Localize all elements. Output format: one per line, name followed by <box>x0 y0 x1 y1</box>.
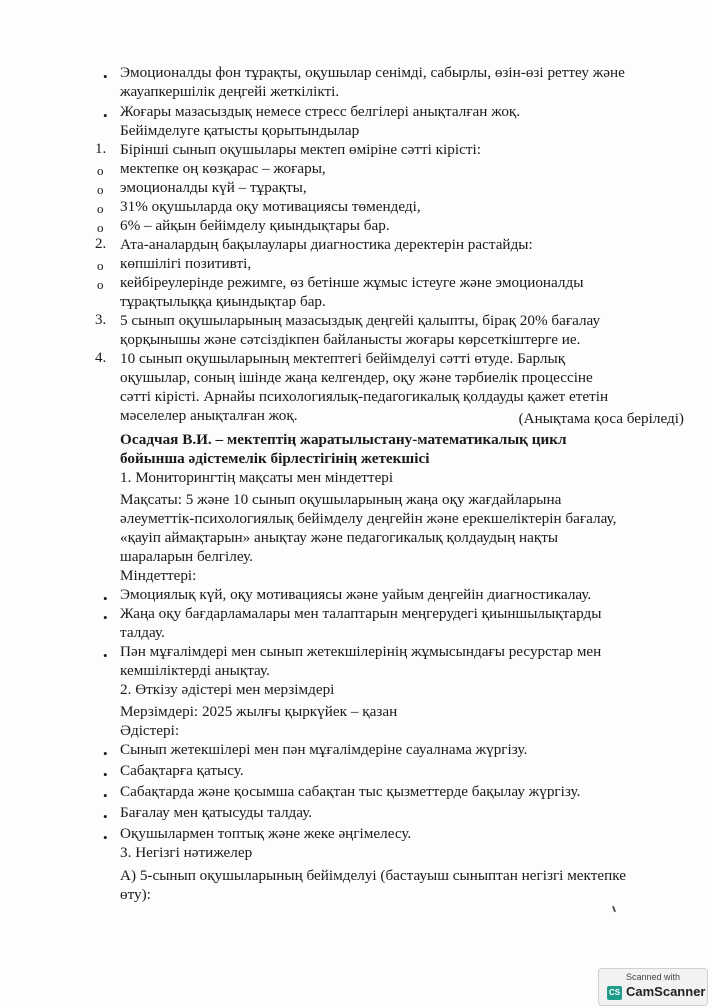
circle-marker: o <box>97 163 104 178</box>
text-line: Пән мұғалімдері мен сынып жетекшілерінің жұмысындағы ресурстар мен <box>120 643 602 660</box>
circle-marker: o <box>97 258 104 273</box>
bullet-marker: • <box>103 830 108 845</box>
camscanner-logo-icon: CS <box>607 986 622 1000</box>
text-line: тұрақтылыққа қиындықтар бар. <box>120 293 326 310</box>
text-line: оқушылар, соның ішінде жаңа келгендер, оқу және тәрбиелік процессіне <box>120 369 593 386</box>
text-line: Сабақтарға қатысу. <box>120 762 244 779</box>
list-number: 1. <box>95 141 107 157</box>
text-line: Мақсаты: 5 және 10 сынып оқушыларының жаңа оқу жағдайларына <box>120 491 562 508</box>
text-line: А) 5-сынып оқушыларының бейімделуі (бастауыш сыныптан негізгі мектепке <box>120 867 626 884</box>
text-line: мектепке оң көзқарас – жоғары, <box>120 160 326 177</box>
text-line: сәтті кірісті. Арнайы психологиялық-педагогикалық қолдауды қажет ететін <box>120 388 609 405</box>
bullet-marker: • <box>103 767 108 782</box>
watermark-brand: CamScanner <box>626 984 706 999</box>
text-line: Бағалау мен қатысуды талдау. <box>120 804 313 821</box>
text-line: Эмоциялық күй, оқу мотивациясы және уайым деңгейін диагностикалау. <box>120 586 592 603</box>
text-line: қорқынышы және сәтсіздікпен байланысты жоғары көрсеткіштерге ие. <box>120 331 581 348</box>
circle-marker: o <box>97 220 104 235</box>
text-line: эмоционалды күй – тұрақты, <box>120 179 307 196</box>
bullet-marker: • <box>103 648 108 663</box>
attachment-note: (Анықтама қоса беріледі) <box>518 410 684 427</box>
text-line: талдау. <box>120 624 165 641</box>
section-heading: Бейімделуге қатысты қорытындылар <box>120 122 360 139</box>
text-line: кейбіреулерінде режимге, өз бетінше жұмыс істеуге және эмоционалды <box>120 274 584 291</box>
bullet-marker: • <box>103 788 108 803</box>
bullet-marker: • <box>103 610 108 625</box>
circle-marker: o <box>97 182 104 197</box>
text-line: Эмоционалды фон тұрақты, оқушылар сенімді, сабырлы, өзін-өзі реттеу және <box>120 64 625 81</box>
list-number: 4. <box>95 350 107 366</box>
camscanner-watermark <box>598 968 708 1006</box>
list-number: 3. <box>95 312 107 328</box>
text-line: 31% оқушыларда оқу мотивациясы төмендеді, <box>120 198 421 215</box>
text-line: 5 сынып оқушыларының мазасыздық деңгейі қалыпты, бірақ 20% бағалау <box>120 312 601 329</box>
text-line: шараларын белгілеу. <box>120 548 254 565</box>
text-line: Бірінші сынып оқушылары мектеп өміріне сәтті кірісті: <box>120 141 481 158</box>
text-line: Оқушылармен топтық және жеке әңгімелесу. <box>120 825 412 842</box>
text-line: жауапкершілік деңгейі жеткілікті. <box>120 83 340 100</box>
text-line: 6% – айқын бейімделу қиындықтары бар. <box>120 217 390 234</box>
author-heading: Осадчая В.И. – мектептің жаратылыстану-математикалық цикл <box>120 431 567 448</box>
section-heading: 2. Өткізу әдістері мен мерзімдері <box>120 681 335 698</box>
text-line: Ата-аналардың бақылаулары диагностика деректерін растайды: <box>120 236 533 253</box>
author-heading: бойынша әдістемелік бірлестігінің жетекшісі <box>120 450 430 467</box>
text-line: Жаңа оқу бағдарламалары мен талаптарын меңгерудегі қиыншылықтарды <box>120 605 602 622</box>
section-heading: 1. Мониторингтің мақсаты мен міндеттері <box>120 469 394 486</box>
text-line: әлеуметтік-психологиялық бейімделу деңгейін және ерекшеліктерін бағалау, <box>120 510 617 527</box>
text-line: Сынып жетекшілері мен пән мұғалімдеріне сауалнама жүргізу. <box>120 741 528 758</box>
section-heading: 3. Негізгі нәтижелер <box>120 844 253 861</box>
bullet-marker: • <box>103 591 108 606</box>
text-line: мәселелер анықталған жоқ. <box>120 407 298 424</box>
text-line: Сабақтарда және қосымша сабақтан тыс қызметтерде бақылау жүргізу. <box>120 783 581 800</box>
text-line: Міндеттері: <box>120 567 197 584</box>
text-line: көпшілігі позитивті, <box>120 255 252 272</box>
list-number: 2. <box>95 236 107 252</box>
text-line: өту): <box>120 886 151 903</box>
text-line: Мерзімдері: 2025 жылғы қыркүйек – қазан <box>120 703 398 720</box>
scan-speck <box>612 906 616 912</box>
text-line: Жоғары мазасыздық немесе стресс белгілері анықталған жоқ. <box>120 103 521 120</box>
text-line: кемшіліктерді анықтау. <box>120 662 270 679</box>
bullet-marker: • <box>103 108 108 123</box>
circle-marker: o <box>97 277 104 292</box>
bullet-marker: • <box>103 69 108 84</box>
text-line: 10 сынып оқушыларының мектептегі бейімделуі сәтті өтуде. Барлық <box>120 350 566 367</box>
text-line: Әдістері: <box>120 722 180 739</box>
watermark-caption: Scanned with <box>625 972 681 982</box>
bullet-marker: • <box>103 809 108 824</box>
circle-marker: o <box>97 201 104 216</box>
text-line: «қауіп аймақтарын» анықтау және педагогикалық қолдаудың нақты <box>120 529 559 546</box>
bullet-marker: • <box>103 746 108 761</box>
